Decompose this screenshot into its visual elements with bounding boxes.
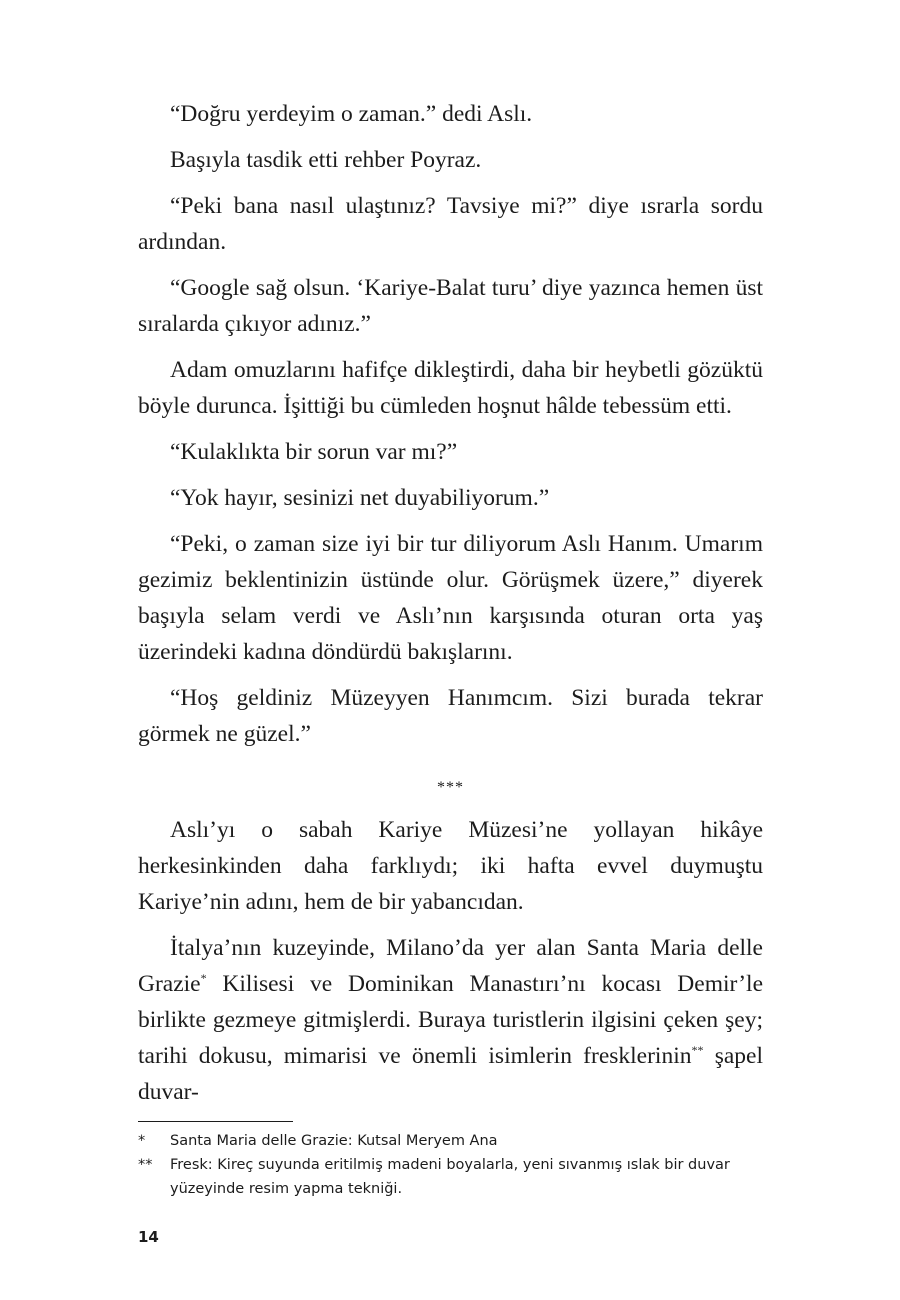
page-body <box>138 96 763 1120</box>
footnotes <box>138 1129 763 1201</box>
paragraph: Başıyla tasdik etti rehber Poyraz. <box>170 147 482 173</box>
paragraph-text: Kilisesi ve Dominikan Manastırı’nı kocası Demir’le birlikte gezmeye gitmişlerdi. Buraya turistlerin ilgisini çeken şey; tarihi dokusu, mimarisi ve önemli isimlerin fresklerinin <box>138 971 763 1069</box>
paragraph: “Hoş geldiniz Müzeyyen Hanımcım. Sizi burada tekrar görmek ne güzel.” <box>138 685 763 747</box>
footnote-reference: * <box>200 971 207 985</box>
paragraph: Aslı’yı o sabah Kariye Müzesi’ne yollayan hikâye herkesinkinden daha farklıydı; iki hafta evvel duymuştu Kariye’nin adını, hem de bir yabancıdan. <box>138 817 763 915</box>
footnote-mark: ** <box>138 1157 153 1173</box>
paragraph: “Kulaklıkta bir sorun var mı?” <box>170 439 458 465</box>
paragraph: “Doğru yerdeyim o zaman.” dedi Aslı. <box>170 101 533 127</box>
footnote <box>138 1153 763 1201</box>
paragraph: “Peki, o zaman size iyi bir tur diliyorum Aslı Hanım. Umarım gezimiz beklentinizin üstünde olur. Görüşmek üzere,” diyerek başıyla selam verdi ve Aslı’nın karşısında oturan orta yaş üzerindeki kadına döndürdü bakışlarını. <box>138 531 763 665</box>
footnote-text: Santa Maria delle Grazie: Kutsal Meryem Ana <box>170 1133 498 1149</box>
page-number: 14 <box>138 1228 159 1246</box>
paragraph-text: şapel duvar- <box>138 1043 763 1105</box>
paragraph: “Peki bana nasıl ulaştınız? Tavsiye mi?” diye ısrarla sordu ardından. <box>138 193 763 255</box>
footnote-reference: ** <box>691 1043 704 1057</box>
footnote <box>138 1129 763 1153</box>
section-separator: *** <box>437 779 464 796</box>
footnote-divider <box>138 1121 293 1122</box>
footnote-text: Fresk: Kireç suyunda eritilmiş madeni boyalarla, yeni sıvanmış ıslak bir duvar yüzeyinde resim yapma tekniği. <box>170 1157 730 1197</box>
paragraph: “Google sağ olsun. ‘Kariye-Balat turu’ diye yazınca hemen üst sıralarda çıkıyor adınız.” <box>138 275 763 337</box>
footnote-mark: * <box>138 1133 146 1149</box>
paragraph-with-footnotes <box>138 930 763 1110</box>
paragraph: Adam omuzlarını hafifçe dikleştirdi, daha bir heybetli gözüktü böyle durunca. İşittiği bu cümleden hoşnut hâlde tebessüm etti. <box>138 357 763 419</box>
paragraph: “Yok hayır, sesinizi net duyabiliyorum.” <box>170 485 550 511</box>
paragraph-text: İtalya’nın kuzeyinde, Milano’da yer alan Santa Maria delle Grazie <box>138 935 763 997</box>
